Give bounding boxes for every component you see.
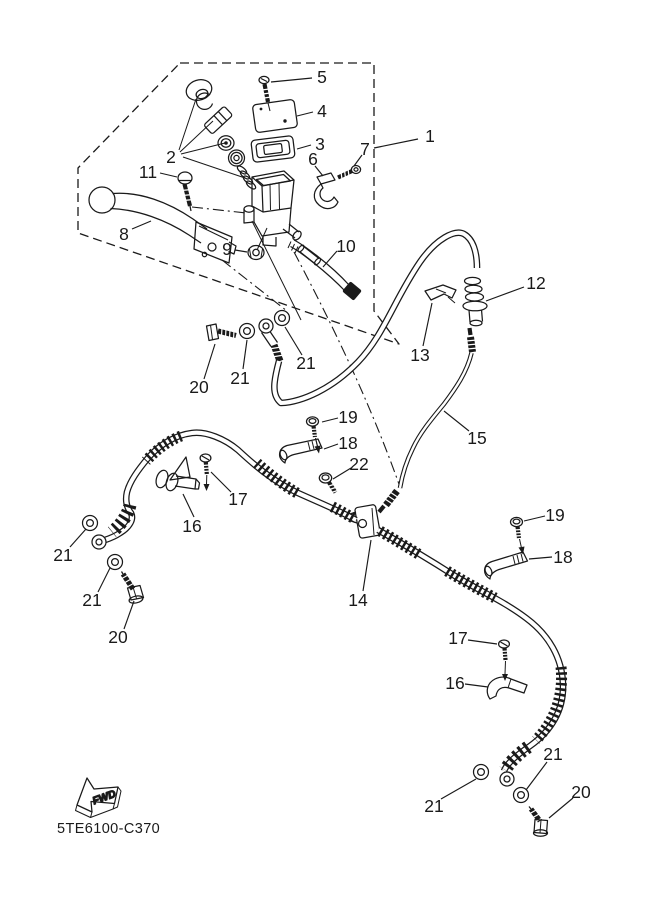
hose-banjo-eye-right	[500, 772, 514, 786]
cap-screw-5	[259, 76, 271, 111]
callout-leader-21	[98, 568, 110, 592]
callout-leader-13	[423, 303, 432, 346]
callout-leader-10	[323, 251, 337, 267]
clip-screw-17-left	[200, 454, 211, 491]
callout-17: 17	[228, 489, 248, 509]
callout-21: 21	[543, 744, 563, 764]
brake-lever-8	[89, 187, 236, 263]
callout-21: 21	[82, 590, 102, 610]
callout-leader-8	[132, 221, 151, 229]
hose-banjo-eye-left	[92, 535, 106, 549]
callout-18: 18	[553, 547, 573, 567]
callout-21: 21	[53, 545, 73, 565]
handlebar-clamp-6	[314, 173, 338, 209]
washer-21-left-lower	[108, 555, 123, 570]
callout-7: 7	[360, 139, 370, 159]
lever-pivot-bolt-11	[178, 172, 194, 211]
hose-clip-16-right	[487, 677, 527, 699]
clip-screw-17-right	[499, 640, 510, 681]
callout-leader-17	[468, 640, 497, 644]
banjo-bolt-20-upper	[207, 324, 237, 341]
callout-leader-18	[529, 557, 552, 559]
callout-8: 8	[119, 224, 129, 244]
callout-12: 12	[526, 273, 546, 293]
callout-leader-5	[271, 78, 312, 82]
callout-21: 21	[296, 353, 316, 373]
callout-leader-14	[363, 540, 371, 591]
callout-13: 13	[410, 345, 430, 365]
callout-leader-20	[549, 798, 573, 818]
callout-layer	[53, 67, 591, 818]
piston-kit-2	[184, 76, 257, 190]
callout-6: 6	[308, 149, 318, 169]
reservoir-cap-4	[252, 99, 297, 133]
callout-leader-18	[324, 444, 338, 449]
washer-21-upper-left	[240, 324, 255, 339]
washer-21-left-upper	[83, 516, 98, 531]
callout-leader-21	[526, 762, 547, 790]
callout-16: 16	[182, 516, 202, 536]
callout-20: 20	[108, 627, 128, 647]
callout-leader-21	[441, 779, 476, 799]
callout-11: 11	[138, 162, 158, 182]
callout-17: 17	[448, 628, 468, 648]
callout-20: 20	[571, 782, 591, 802]
hose-holder-18-right	[484, 552, 528, 579]
diaphragm-3	[251, 136, 295, 163]
callout-leader-21	[285, 327, 302, 355]
callout-leader-11	[160, 173, 177, 177]
callout-2: 2	[166, 147, 176, 167]
callout-18: 18	[338, 433, 358, 453]
washer-21-bottom-left	[474, 765, 489, 780]
callout-1: 1	[425, 126, 435, 146]
callout-leader-19	[524, 516, 545, 521]
holder-screw-19-right	[511, 517, 525, 554]
callout-4: 4	[317, 101, 327, 121]
callout-leader-15	[444, 411, 469, 431]
hose-end-fitting-12	[463, 277, 487, 325]
callout-10: 10	[336, 236, 356, 256]
hose-holder-18-upper	[279, 439, 322, 463]
hose-clip-16-left	[154, 457, 200, 492]
bolt-22	[319, 473, 339, 493]
callout-3: 3	[315, 134, 325, 154]
callout-leader-4	[297, 112, 313, 116]
callout-9: 9	[222, 239, 232, 259]
clamp-bolt-7	[338, 166, 361, 180]
callout-20: 20	[189, 377, 209, 397]
callout-leader-12	[486, 287, 524, 301]
callout-15: 15	[467, 428, 487, 448]
banjo-bolt-20-left	[121, 572, 144, 605]
callout-leader-19	[322, 418, 338, 422]
fwd-arrow	[76, 778, 122, 818]
fwd-label: FWD	[90, 787, 118, 808]
callout-leader-21	[243, 340, 247, 369]
washer-21-upper-right	[275, 311, 290, 326]
brake-hose-right	[279, 417, 563, 836]
callout-21: 21	[230, 368, 250, 388]
callout-leader-20	[124, 601, 134, 629]
callout-16: 16	[445, 673, 465, 693]
callout-19: 19	[545, 505, 565, 525]
callout-leader-20	[204, 344, 215, 379]
callout-22: 22	[349, 454, 369, 474]
callout-14: 14	[348, 590, 368, 610]
callout-leader-1	[374, 139, 418, 148]
callout-5: 5	[317, 67, 327, 87]
callout-leader-9	[235, 250, 247, 252]
part-code: 5TE6100-C370	[57, 821, 161, 837]
banjo-bolt-20-bottom	[529, 807, 548, 837]
callout-21: 21	[424, 796, 444, 816]
callout-19: 19	[338, 407, 358, 427]
hose-clip-13	[425, 285, 456, 303]
callout-leader-16	[183, 494, 194, 517]
brake-hose-left	[83, 433, 357, 605]
brake-hose-main-arc	[274, 233, 477, 403]
callout-leader-16	[465, 684, 488, 687]
